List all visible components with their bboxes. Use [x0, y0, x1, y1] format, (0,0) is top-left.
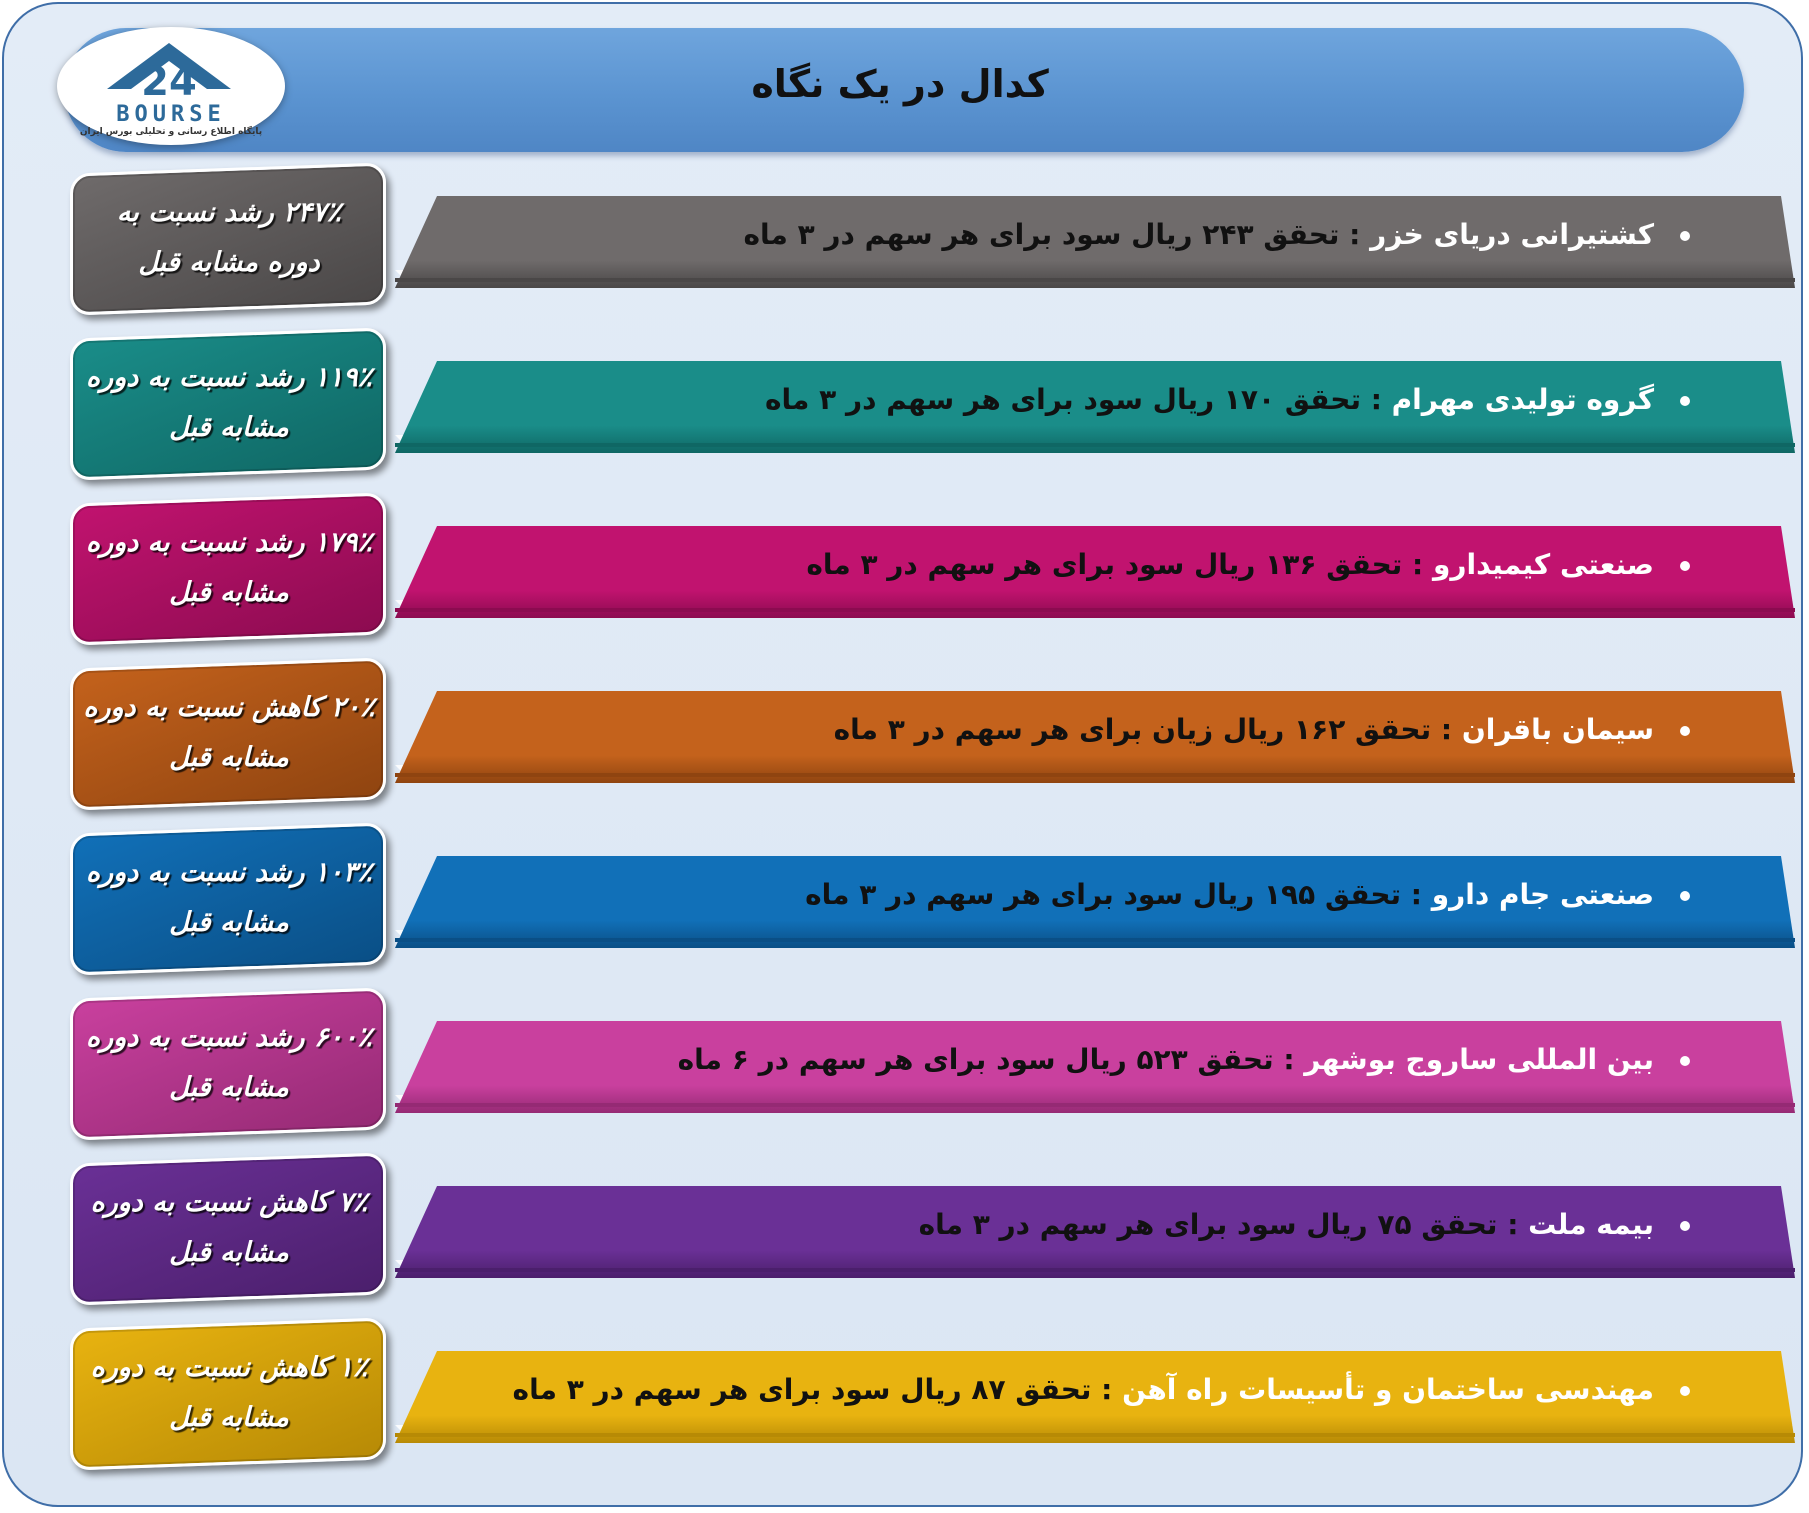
logo-number: 24 — [141, 59, 197, 105]
badge-line-2: مشابه قبل — [169, 577, 289, 608]
item-detail: : تحقق ۲۴۳ ریال سود برای هر سهم در ۳ ماه — [743, 218, 1371, 251]
item-text — [460, 1043, 1690, 1093]
list-item — [0, 1321, 1809, 1481]
item-text — [460, 383, 1690, 433]
item-detail: : تحقق ۸۷ ریال سود برای هر سهم در ۳ ماه — [512, 1373, 1123, 1406]
item-detail: : تحقق ۱۹۵ ریال سود برای هر سهم در ۳ ماه — [805, 878, 1432, 911]
badge-text — [74, 848, 384, 958]
band-edge — [395, 938, 1795, 942]
item-detail: : تحقق ۷۵ ریال سود برای هر سهم در ۳ ماه — [918, 1208, 1529, 1241]
item-text — [460, 1373, 1690, 1423]
badge-line-1: ۲۰٪ کاهش نسبت به دوره — [83, 692, 375, 723]
band-edge — [395, 1433, 1795, 1437]
list-item — [0, 991, 1809, 1151]
item-text — [460, 1208, 1690, 1258]
list-item — [0, 166, 1809, 326]
company-name: مهندسی ساختمان و تأسیسات راه آهن — [1122, 1373, 1654, 1406]
band-edge — [395, 1103, 1795, 1107]
badge-line-2: مشابه قبل — [169, 1237, 289, 1268]
band-edge — [395, 278, 1795, 282]
company-name: گروه تولیدی مهرام — [1391, 383, 1654, 416]
badge-line-2: مشابه قبل — [169, 412, 289, 443]
band-edge — [395, 443, 1795, 447]
badge-line-2: مشابه قبل — [169, 1072, 289, 1103]
badge-line-2: مشابه قبل — [169, 907, 289, 938]
list-item — [0, 826, 1809, 986]
logo-subtitle: پایگاه اطلاع رسانی و تحلیلی بورس ایران — [79, 127, 263, 137]
bullet-icon — [1680, 231, 1690, 241]
band-edge — [395, 608, 1795, 612]
company-name: کشتیرانی دریای خزر — [1370, 218, 1654, 251]
company-name: سیمان باقران — [1461, 713, 1654, 746]
bullet-icon — [1680, 891, 1690, 901]
badge-text — [74, 518, 384, 628]
item-detail: : تحقق ۱۳۶ ریال سود برای هر سهم در ۳ ماه — [806, 548, 1433, 581]
bullet-icon — [1680, 726, 1690, 736]
badge-line-1: ۲۴۷٪ رشد نسبت به — [116, 197, 342, 228]
band-edge — [395, 773, 1795, 777]
badge-text — [74, 1013, 384, 1123]
item-detail: : تحقق ۵۲۳ ریال سود برای هر سهم در ۶ ماه — [677, 1043, 1305, 1076]
badge-line-2: دوره مشابه قبل — [138, 247, 320, 278]
badge-line-1: ۱۰۳٪ رشد نسبت به دوره — [86, 857, 372, 888]
item-text — [460, 878, 1690, 928]
item-text — [460, 548, 1690, 598]
badge-line-2: مشابه قبل — [169, 1402, 289, 1433]
page-title: کدال در یک نگاه — [751, 62, 1049, 106]
badge-line-1: ۷٪ کاهش نسبت به دوره — [90, 1187, 368, 1218]
list-item — [0, 496, 1809, 656]
badge-text — [74, 188, 384, 298]
bullet-icon — [1680, 396, 1690, 406]
company-name: بین المللی ساروج بوشهر — [1304, 1043, 1654, 1076]
list-item — [0, 331, 1809, 491]
band-edge — [395, 1268, 1795, 1272]
company-name: بیمه ملت — [1528, 1208, 1654, 1241]
company-name: صنعتی کیمیدارو — [1432, 548, 1654, 581]
bourse24-logo — [57, 27, 285, 145]
badge-line-1: ۱۷۹٪ رشد نسبت به دوره — [86, 527, 372, 558]
bullet-icon — [1680, 1386, 1690, 1396]
item-detail: : تحقق ۱۷۰ ریال سود برای هر سهم در ۳ ماه — [764, 383, 1392, 416]
badge-text — [74, 353, 384, 463]
logo-word: BOURSE — [116, 102, 226, 127]
badge-text — [74, 1343, 384, 1453]
badge-text — [74, 683, 384, 793]
badge-line-1: ۶۰۰٪ رشد نسبت به دوره — [86, 1022, 372, 1053]
list-item — [0, 661, 1809, 821]
badge-line-1: ۱٪ کاهش نسبت به دوره — [90, 1352, 368, 1383]
badge-line-2: مشابه قبل — [169, 742, 289, 773]
item-detail: : تحقق ۱۶۲ ریال زیان برای هر سهم در ۳ ماه — [833, 713, 1462, 746]
list-item — [0, 1156, 1809, 1316]
bullet-icon — [1680, 1056, 1690, 1066]
item-text — [460, 218, 1690, 268]
item-text — [460, 713, 1690, 763]
bullet-icon — [1680, 1221, 1690, 1231]
bullet-icon — [1680, 561, 1690, 571]
company-name: صنعتی جام دارو — [1431, 878, 1654, 911]
badge-line-1: ۱۱۹٪ رشد نسبت به دوره — [86, 362, 372, 393]
badge-text — [74, 1178, 384, 1288]
